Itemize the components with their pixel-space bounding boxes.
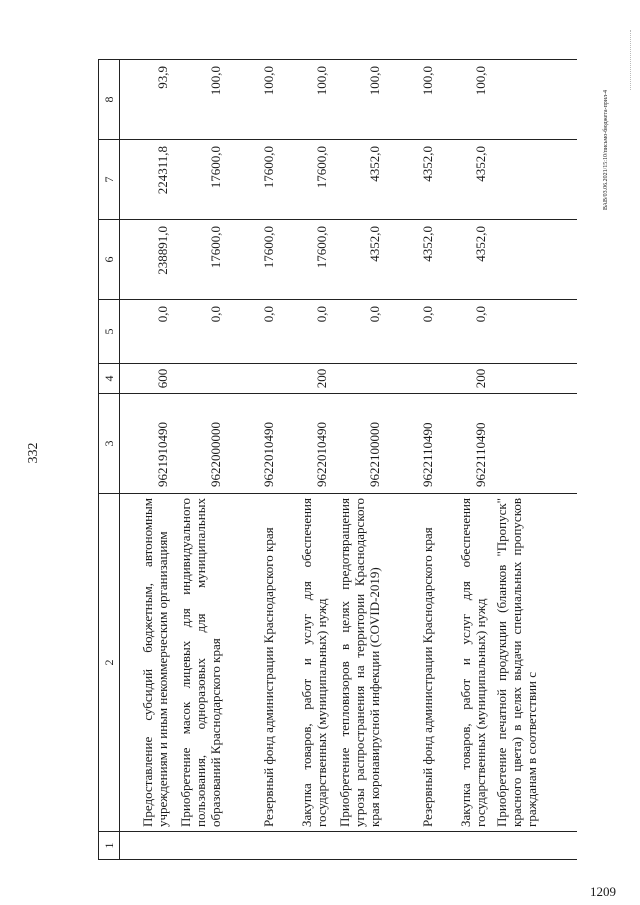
table-row [226, 60, 279, 860]
header-col-7: 7 [99, 140, 120, 220]
row-number-cell [385, 832, 438, 860]
value-col5: 0,0 [438, 300, 491, 364]
table-row [279, 60, 332, 860]
expense-type-cell: 200 [438, 364, 491, 394]
header-col-8: 8 [99, 60, 120, 140]
value-col6: 4352,0 [438, 220, 491, 300]
value-col7: 17600,0 [226, 140, 279, 220]
description-cell: Закупка товаров, работ и услуг для обеспечения государственных (муниципальных) нужд [279, 494, 332, 832]
table-row [120, 60, 174, 860]
document-code: ВАВ/03.06.2021/15:10/письмо-бюджета-прил-4 [603, 89, 609, 211]
value-col8: 93,9 [120, 60, 174, 140]
header-col-3: 3 [99, 394, 120, 494]
value-col8: 100,0 [385, 60, 438, 140]
value-col7: 4352,0 [438, 140, 491, 220]
value-col8: 100,0 [226, 60, 279, 140]
value-col6: 17600,0 [173, 220, 226, 300]
expense-type-cell [173, 364, 226, 394]
header-row [99, 60, 120, 860]
code-cell: 9622010490 [226, 394, 279, 494]
value-col5: 0,0 [173, 300, 226, 364]
value-col8: 100,0 [173, 60, 226, 140]
header-col-6: 6 [99, 220, 120, 300]
table-row [438, 60, 491, 860]
table-row [491, 60, 577, 860]
code-cell: 9622110490 [438, 394, 491, 494]
expense-type-cell: 200 [279, 364, 332, 394]
row-number-cell [226, 832, 279, 860]
expense-type-cell [491, 364, 577, 394]
value-col7: 4352,0 [332, 140, 385, 220]
value-col6 [491, 220, 577, 300]
description-cell: Предоставление субсидий бюджетным, автономным учреждениям и иным некоммерческим организациям [120, 494, 174, 832]
code-cell: 9622010490 [279, 394, 332, 494]
description-cell: Резервный фонд администрации Краснодарского края [226, 494, 279, 832]
budget-table [98, 59, 577, 860]
edge-mark [630, 30, 632, 90]
value-col5: 0,0 [226, 300, 279, 364]
expense-type-cell: 600 [120, 364, 174, 394]
expense-type-cell [385, 364, 438, 394]
value-col5 [491, 300, 577, 364]
header-col-1: 1 [99, 832, 120, 860]
value-col8: 100,0 [438, 60, 491, 140]
code-cell: 9622100000 [332, 394, 385, 494]
page-number-bottom: 1209 [590, 884, 616, 899]
row-number-cell [332, 832, 385, 860]
code-cell: 9622110490 [385, 394, 438, 494]
value-col7: 17600,0 [279, 140, 332, 220]
expense-type-cell [332, 364, 385, 394]
header-col-4: 4 [99, 364, 120, 394]
code-cell: 9621910490 [120, 394, 174, 494]
rotated-table-container [98, 60, 608, 860]
value-col7: 4352,0 [385, 140, 438, 220]
expense-type-cell [226, 364, 279, 394]
description-cell: Приобретение тепловизоров в целях предотвращения угрозы распространения на территории Краснодарского края коронавирусной инфекции (COVID-2019) [332, 494, 385, 832]
value-col5: 0,0 [385, 300, 438, 364]
description-cell: Приобретение печатной продукции (бланков "Пропуск" красного цвета) в целях выдачи специальных пропусков гражданам в соответствии с [491, 494, 577, 832]
code-cell: 9622000000 [173, 394, 226, 494]
value-col5: 0,0 [332, 300, 385, 364]
header-col-2: 2 [99, 494, 120, 832]
value-col6: 238891,0 [120, 220, 174, 300]
table-row [385, 60, 438, 860]
value-col7: 224311,8 [120, 140, 174, 220]
value-col8 [491, 60, 577, 140]
value-col8: 100,0 [332, 60, 385, 140]
row-number-cell [120, 832, 174, 860]
row-number-cell [438, 832, 491, 860]
row-number-cell [491, 832, 577, 860]
value-col6: 17600,0 [226, 220, 279, 300]
value-col6: 4352,0 [385, 220, 438, 300]
page-number-top: 332 [26, 442, 41, 464]
value-col6: 4352,0 [332, 220, 385, 300]
value-col6: 17600,0 [279, 220, 332, 300]
row-number-cell [279, 832, 332, 860]
value-col5: 0,0 [279, 300, 332, 364]
description-cell: Резервный фонд администрации Краснодарского края [385, 494, 438, 832]
row-number-cell [173, 832, 226, 860]
code-cell [491, 394, 577, 494]
value-col5: 0,0 [120, 300, 174, 364]
table-row [173, 60, 226, 860]
value-col7 [491, 140, 577, 220]
table-row [332, 60, 385, 860]
description-cell: Закупка товаров, работ и услуг для обеспечения государственных (муниципальных) нужд [438, 494, 491, 832]
header-col-5: 5 [99, 300, 120, 364]
description-cell: Приобретение масок лицевых для индивидуального пользования, одноразовых для муниципальных образований Краснодарского края [173, 494, 226, 832]
value-col7: 17600,0 [173, 140, 226, 220]
value-col8: 100,0 [279, 60, 332, 140]
